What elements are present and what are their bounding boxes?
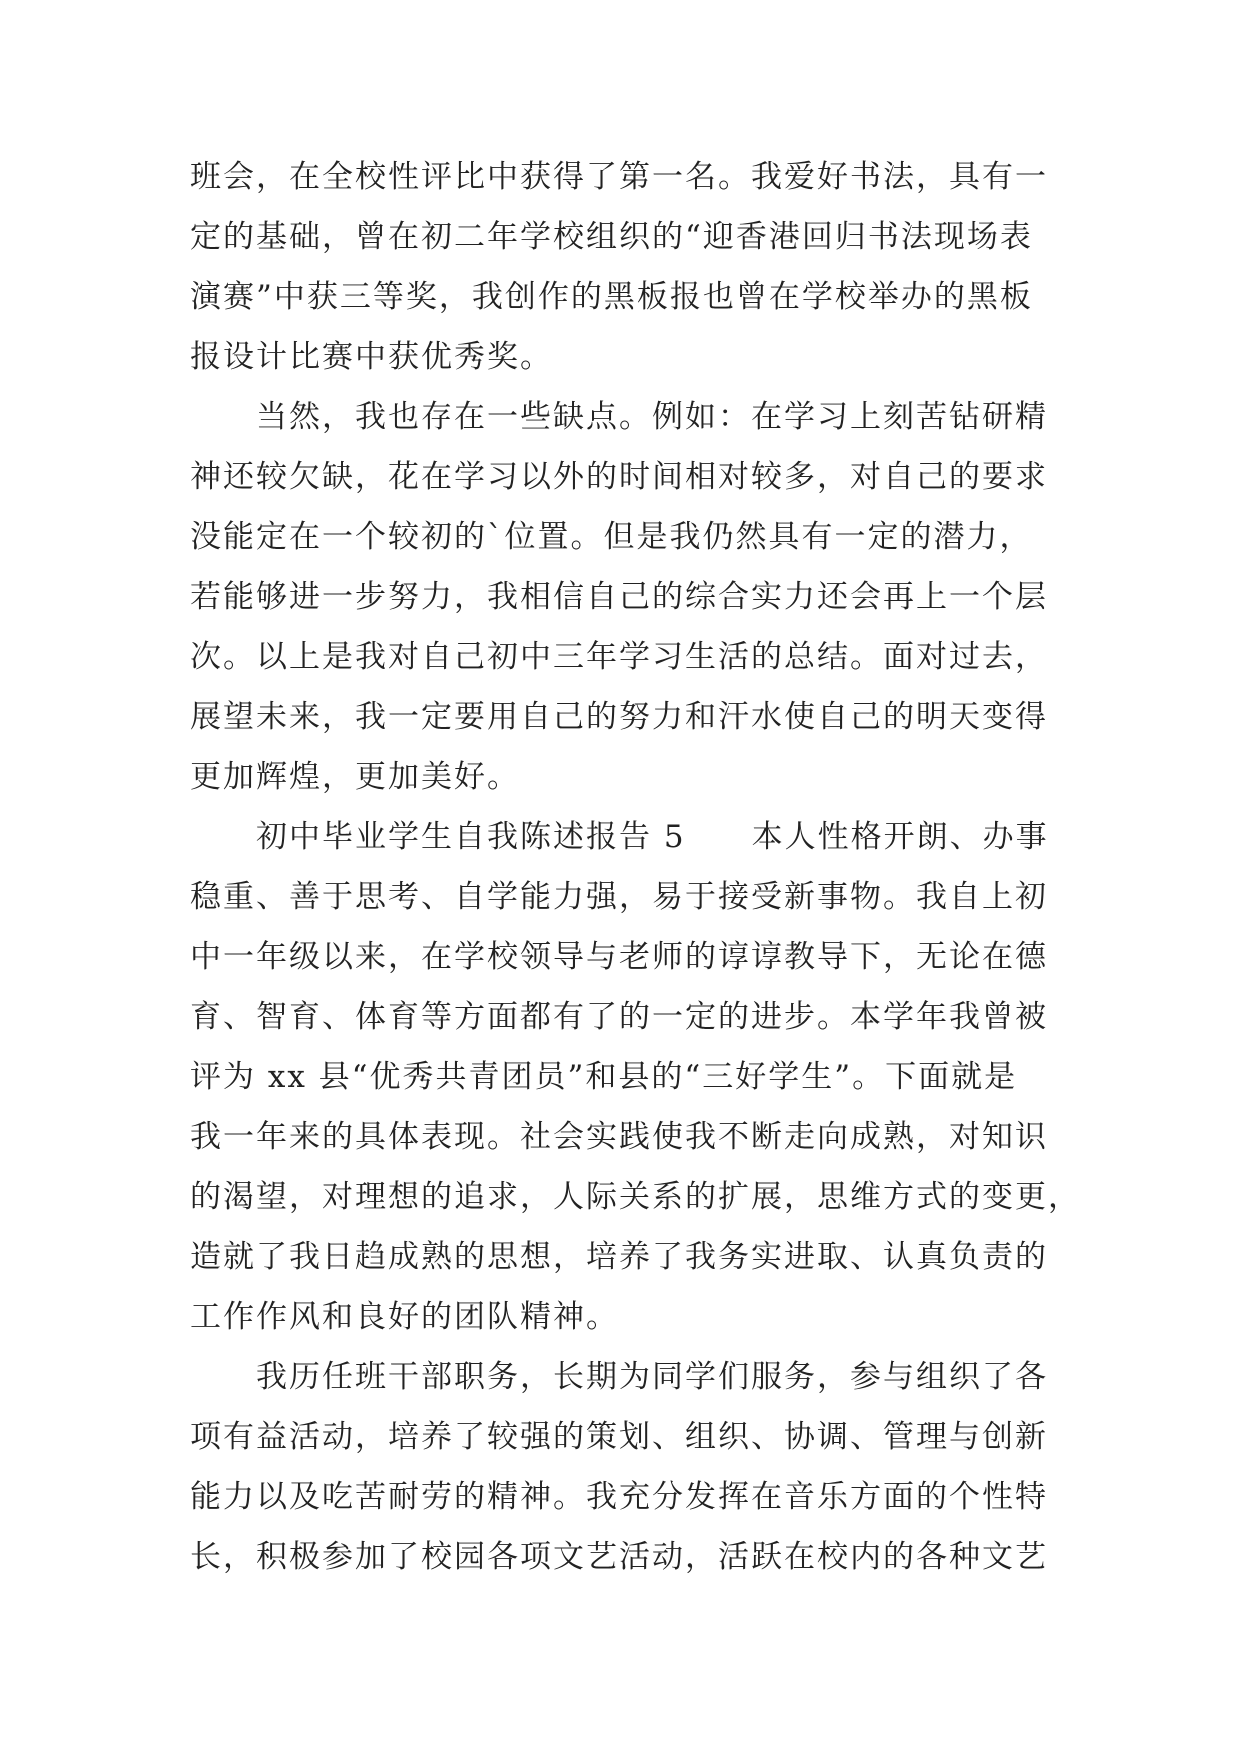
text-line: 更加辉煌，更加美好。 bbox=[190, 759, 520, 795]
text-line: 育、智育、体育等方面都有了的一定的进步。本学年我曾被 bbox=[190, 999, 1048, 1035]
text-line: 神还较欠缺，花在学习以外的时间相对较多，对自己的要求 bbox=[190, 459, 1048, 495]
text-line: 中一年级以来，在学校领导与老师的谆谆教导下，无论在德 bbox=[190, 939, 1048, 975]
text-line: 次。以上是我对自己初中三年学习生活的总结。面对过去， bbox=[190, 639, 1048, 675]
text-line: 班会，在全校性评比中获得了第一名。我爱好书法，具有一 bbox=[190, 159, 1048, 195]
text-line: 造就了我日趋成熟的思想，培养了我务实进取、认真负责的 bbox=[190, 1239, 1048, 1275]
text-line: 定的基础，曾在初二年学校组织的“迎香港回归书法现场表 bbox=[190, 219, 1033, 255]
text-line: 报设计比赛中获优秀奖。 bbox=[190, 339, 553, 375]
text-line: 的渴望，对理想的追求，人际关系的扩展，思维方式的变更， bbox=[190, 1179, 1081, 1215]
text-line: 没能定在一个较初的`位置。但是我仍然具有一定的潜力， bbox=[190, 519, 1033, 555]
text-line: 我一年来的具体表现。社会实践使我不断走向成熟，对知识 bbox=[190, 1119, 1048, 1155]
text-line: 若能够进一步努力，我相信自己的综合实力还会再上一个层 bbox=[190, 579, 1048, 615]
text-line: 评为 xx 县“优秀共青团员”和县的“三好学生”。下面就是 bbox=[190, 1059, 1018, 1095]
document-body bbox=[190, 147, 1081, 1587]
text-line: 能力以及吃苦耐劳的精神。我充分发挥在音乐方面的个性特 bbox=[190, 1479, 1048, 1515]
text-line: 演赛”中获三等奖，我创作的黑板报也曾在学校举办的黑板 bbox=[190, 279, 1033, 315]
text-line: 项有益活动，培养了较强的策划、组织、协调、管理与创新 bbox=[190, 1419, 1048, 1455]
text-line: 工作作风和良好的团队精神。 bbox=[190, 1299, 619, 1335]
text-line: 长，积极参加了校园各项文艺活动，活跃在校内的各种文艺 bbox=[190, 1539, 1048, 1575]
text-line: 初中毕业学生自我陈述报告 5 本人性格开朗、办事 bbox=[190, 819, 1049, 855]
text-line: 我历任班干部职务，长期为同学们服务，参与组织了各 bbox=[190, 1359, 1048, 1395]
text-line: 当然，我也存在一些缺点。例如：在学习上刻苦钻研精 bbox=[190, 399, 1048, 435]
text-line: 稳重、善于思考、自学能力强，易于接受新事物。我自上初 bbox=[190, 879, 1048, 915]
text-line: 展望未来，我一定要用自己的努力和汗水使自己的明天变得 bbox=[190, 699, 1048, 735]
